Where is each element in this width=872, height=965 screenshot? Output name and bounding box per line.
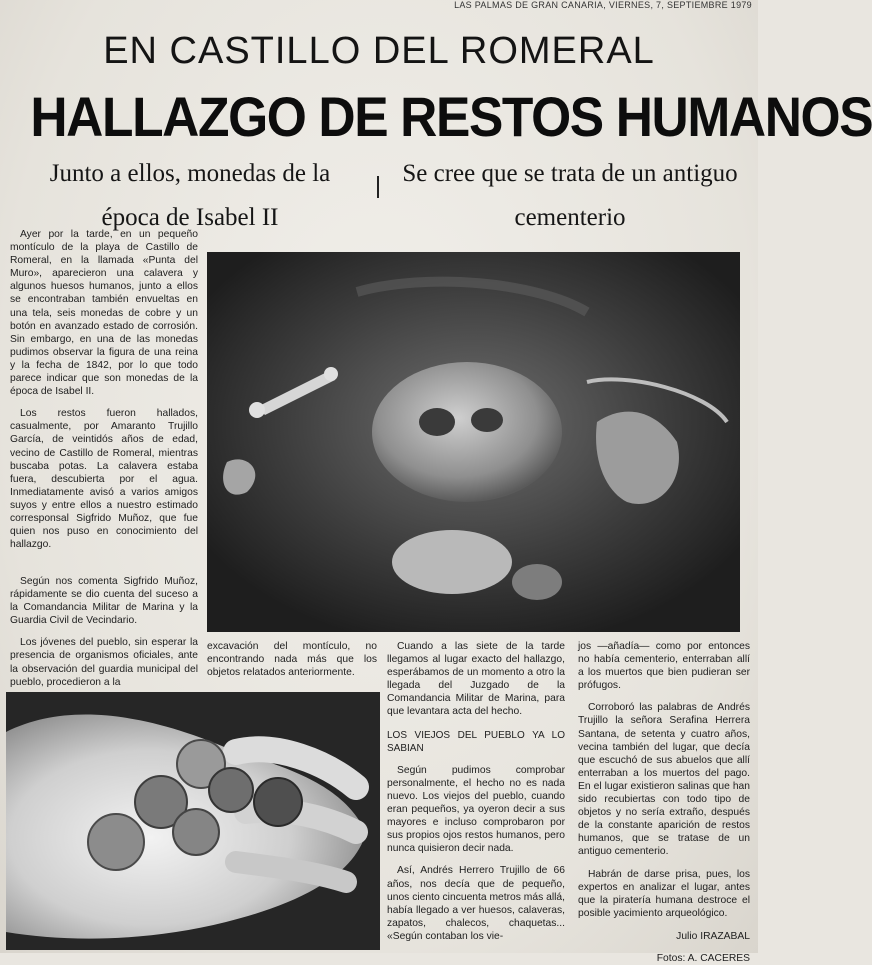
paragraph: Ayer por la tarde, en un pequeño montículo de la playa de Castillo de Romeral, en la llamada «Punta del Muro», aparecieron una calavera y algunos huesos humanos, junto a ellos se encontraban también envueltas en una tela, seis monedas de cobre y un botón en avanzado estado de corrosión. Sin embargo, en una de las monedas pudimos observar la figura de una reina y la fecha de 1842, por lo que todo parece indicar que son monedas de la época de Isabel II. <box>10 229 198 398</box>
subheading: LOS VIEJOS DEL PUEBLO YA LO SABIAN <box>387 729 565 754</box>
article-column-1 <box>10 228 198 566</box>
paragraph: Los restos fueron hallados, casualmente, por Amaranto Trujillo García, de veintidós años de edad, vecino de Castillo de Romeral, mientras buscaba potas. La calavera estaba fuera, descubierta por el agua. Inmediatamente avisó a varios amigos suyos y entre ellos a nuestro estimado corresponsal Sigfrido Muñoz, que fue quien nos puso en conocimiento del hallazgo. <box>10 408 198 551</box>
photo-credit: Fotos: A. CACERES <box>656 952 750 964</box>
paragraph: jos —añadía— como por entonces no había cementerio, enterraban allí a los muertos que bien pudieran ser prófugos. <box>578 641 750 692</box>
article-column-3 <box>387 640 565 950</box>
article-column-4 <box>578 640 750 964</box>
photo-human-remains <box>207 252 740 632</box>
paragraph: Así, Andrés Herrero Trujillo de 66 años, nos decía que de pequeño, unos ciento cincuenta metros más allá, había llegado a ver huesos, calaveras, zapatos, chalecos, chaquetas... «Según contaban los vie- <box>387 865 565 942</box>
kicker-headline: EN CASTILLO DEL ROMERAL <box>103 30 655 72</box>
deck-divider <box>377 176 379 198</box>
article-column-1-continued <box>10 575 198 688</box>
deck-left: Junto a ellos, monedas de la época de Isabel II <box>49 160 331 231</box>
deck-right: Se cree que se trata de un antiguo cementerio <box>402 160 738 231</box>
paragraph: Según nos comenta Sigfrido Muñoz, rápidamente se dio cuenta del suceso a la Comandancia Militar de Marina y la Guardia Civil de Vecindario. <box>10 576 198 627</box>
paragraph: Según pudimos comprobar personalmente, el hecho no es nada nuevo. Los viejos del pueblo, cuando eran pequeños, ya oyeron decir a sus mayores e incluso comprobaron por sus propios ojos restos humanos, pero nunca quisieron decir nada. <box>387 764 565 855</box>
paragraph: Cuando a las siete de la tarde llegamos al lugar exacto del hallazgo, esperábamos de un momento a otro la llegada del Juzgado de la Comandancia Militar de Marina, para que levantara acta del hecho. <box>387 641 565 718</box>
photo-human-remains-image <box>207 252 740 632</box>
dateline: LAS PALMAS DE GRAN CANARIA, VIERNES, 7, SEPTIEMBRE 1979 <box>454 0 752 10</box>
byline: Julio IRAZABAL <box>676 930 750 942</box>
paragraph: Corroboró las palabras de Andrés Trujillo la señora Serafina Herrera Santana, de setenta y cuatro años, vecina también del lugar, que decía que escuchó de sus abuelos que allí enterraban a los muertos del pago. En el lugar existieron salinas que han sido recubiertas con todo tipo de objetos y no sería extraño, después de la constante aparición de restos humanos, que se tratase de un antiguo cementerio. <box>578 702 750 858</box>
photo-coins-in-hand <box>6 692 380 950</box>
article-column-2 <box>207 640 377 690</box>
paragraph: Los jóvenes del pueblo, sin esperar la presencia de organismos oficiales, ante la observación del guardia municipal del pueblo, procedieron a la <box>10 637 198 688</box>
paragraph: Habrán de darse prisa, pues, los expertos en analizar el lugar, antes que la piratería humana destroce el posible yacimiento arqueológico. <box>578 868 750 919</box>
main-headline: HALLAZGO DE RESTOS HUMANOS <box>30 85 872 148</box>
paragraph: excavación del montículo, no encontrando nada más que los objetos relatados anteriormente. <box>207 641 377 679</box>
photo-coins-image <box>6 692 380 950</box>
